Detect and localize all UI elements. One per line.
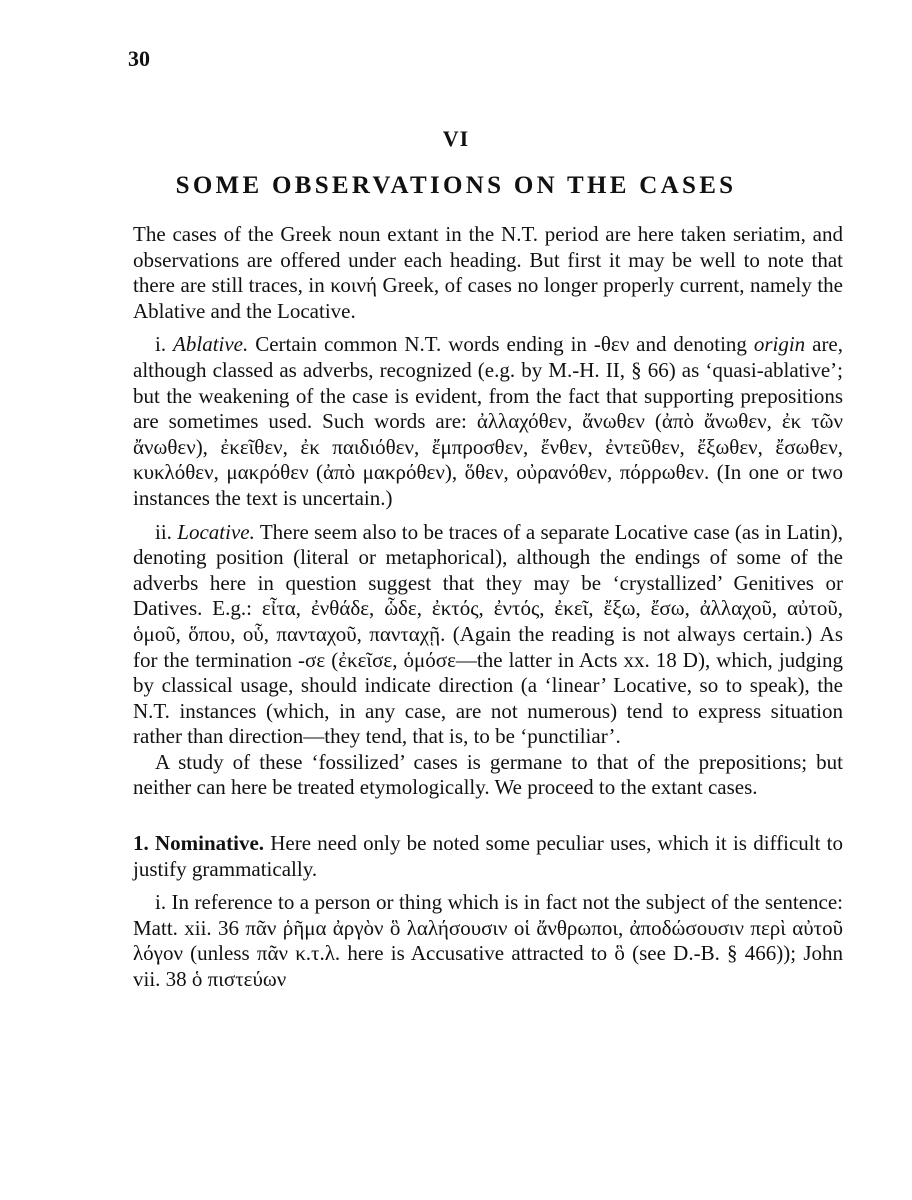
ablative-text-a: Certain common N.T. words ending in -θεν and denoting [248, 332, 754, 357]
page-number: 30 [128, 46, 150, 71]
ablative-paragraph [133, 332, 843, 511]
intro-paragraph: The cases of the Greek noun extant in the N.T. period are here taken seriatim, and observations are offered under each heading. But first it may be well to note that there are still traces, in κοινή Greek, of cases no longer properly current, namely the Ablative and the Locative. [133, 222, 843, 323]
fossilized-paragraph: A study of these ‘fossilized’ cases is germane to that of the prepositions; but neither can here be treated etymologically. We proceed to the extant cases. [133, 749, 843, 800]
locative-number: ii. [155, 519, 172, 544]
locative-text: There seem also to be traces of a separate Locative case (as in Latin), denoting position (literal or metaphorical), although the endings of some of the adverbs here in question suggest that they may be ‘crystallized’ Genitives or Datives. E.g.: εἶτα, ἐνθάδε, ὧδε, ἐκτός, ἐντός, ἐκεῖ, ἔξω, ἔσω, ἀλλαχοῦ, αὐτοῦ, ὁμοῦ, ὅπου, οὗ, πανταχοῦ, πανταχῇ. (Again the reading is not always certain.) As for the termination -σε (ἐκεῖσε, ὁμόσε—the latter in Acts xx. 18 D), which, judging by classical usage, should indicate direction (a ‘linear’ Locative, so to speak), the N.T. instances (which, in any case, are not numerous) tend to express situation rather than direction—they tend, that is, to be ‘punctiliar’. [133, 519, 844, 749]
ablative-number: i. [155, 332, 167, 357]
nominative-heading: Nominative. [154, 831, 265, 856]
nominative-paragraph [133, 831, 843, 882]
body-text [133, 222, 843, 993]
ablative-term: Ablative. [173, 332, 249, 357]
ablative-text-b: are, although classed as adverbs, recognized (e.g. by M.-H. II, § 66) as ‘quasi-ablative’; but the weakening of the case is evident, from the fact that supporting prepositions are sometimes used. Such words are: ἀλλαχόθεν, ἄνωθεν (ἀπὸ ἄνωθεν, ἐκ τῶν ἄνωθεν), ἐκεῖθεν, ἐκ παιδιόθεν, ἔμπροσθεν, ἔνθεν, ἐντεῦθεν, ἔξωθεν, ἔσωθεν, κυκλόθεν, μακρόθεν (ἀπὸ μακρόθεν), ὅθεν, οὐρανόθεν, πόρρωθεν. (In one or two instances the text is uncertain.) [133, 332, 844, 510]
locative-paragraph [133, 520, 843, 750]
locative-term: Locative. [177, 519, 255, 544]
chapter-title: SOME OBSERVATIONS ON THE CASES [175, 172, 737, 199]
nominative-i-paragraph: i. In reference to a person or thing which is in fact not the subject of the sentence: Matt. xii. 36 πᾶν ῥῆμα ἀργὸν ὃ λαλήσουσιν οἱ ἄνθρωποι, ἀποδώσουσιν περὶ αὐτοῦ λόγον (unless πᾶν κ.τ.λ. here is Accusative attracted to ὃ (see D.-B. § 466)); John vii. 38 ὁ πιστεύων [133, 890, 843, 992]
nominative-text: Here need only be noted some peculiar uses, which it is difficult to justify grammatically. [133, 831, 844, 881]
chapter-number: VI [442, 126, 470, 151]
ablative-emphasis: origin [753, 332, 806, 357]
nominative-number: 1. [133, 831, 149, 856]
